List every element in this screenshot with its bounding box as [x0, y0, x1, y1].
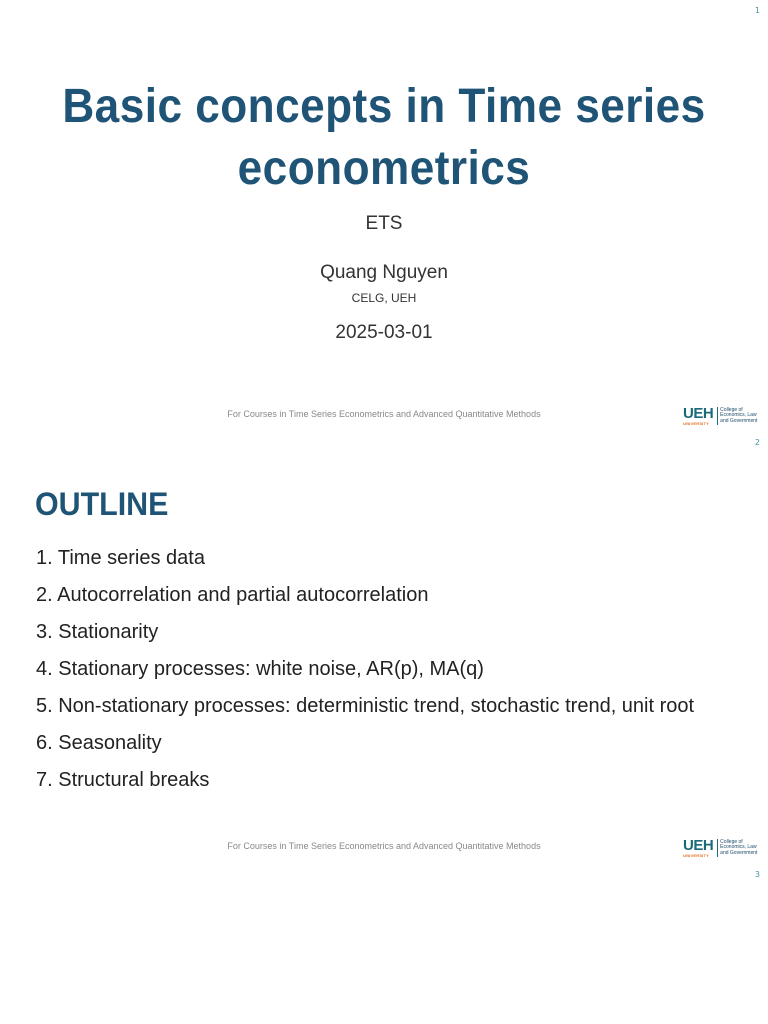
ueh-logo	[683, 405, 765, 427]
slide-subtitle: ETS	[365, 213, 403, 234]
ueh-logo	[683, 837, 765, 859]
author-affiliation: CELG, UEH	[351, 291, 417, 305]
outline-item: 4. Stationary processes: white noise, AR(p), MA(q)	[36, 658, 484, 680]
logo-university-text: UNIVERSITY	[683, 420, 710, 426]
logo-ueh-text: UEH	[683, 836, 714, 854]
logo-college-text	[720, 408, 757, 425]
logo-ueh-text: UEH	[683, 404, 714, 422]
outline-list	[36, 540, 694, 799]
logo-line-2: Economics, Law	[720, 844, 757, 851]
outline-item: 5. Non-stationary processes: deterministic trend, stochastic trend, unit root	[36, 695, 695, 717]
logo-separator	[717, 839, 718, 857]
outline-heading: OUTLINE	[35, 486, 169, 522]
logo-line-3: and Government	[720, 417, 758, 424]
author-name: Quang Nguyen	[320, 262, 448, 283]
logo-separator	[717, 407, 718, 425]
title-line-2: econometrics	[237, 142, 531, 195]
slide-title	[49, 76, 719, 200]
outline-item: 7. Structural breaks	[36, 769, 210, 791]
logo-line-1: College of	[720, 406, 743, 413]
page-number: 3	[754, 870, 760, 879]
logo-university-text: UNIVERSITY	[683, 852, 710, 858]
slide-footer: For Courses in Time Series Econometrics and Advanced Quantitative Methods	[227, 841, 541, 851]
title-line-1: Basic concepts in Time series	[62, 80, 706, 133]
logo-line-1: College of	[720, 838, 743, 845]
logo-line-2: Economics, Law	[720, 412, 757, 419]
next-slide	[0, 864, 768, 1024]
outline-item: 2. Autocorrelation and partial autocorrelation	[36, 584, 429, 606]
outline-item: 3. Stationarity	[36, 621, 159, 643]
logo-college-text	[720, 840, 757, 857]
outline-item: 1. Time series data	[36, 547, 205, 569]
slide-footer: For Courses in Time Series Econometrics and Advanced Quantitative Methods	[227, 409, 541, 419]
logo-mark	[683, 836, 714, 858]
logo-line-3: and Government	[720, 849, 758, 856]
page-number: 1	[754, 6, 760, 15]
outline-slide	[0, 432, 768, 864]
title-slide	[0, 0, 768, 432]
logo-mark	[683, 404, 714, 426]
page-number: 2	[754, 438, 760, 447]
presentation-date: 2025-03-01	[335, 322, 433, 343]
outline-item: 6. Seasonality	[36, 732, 162, 754]
